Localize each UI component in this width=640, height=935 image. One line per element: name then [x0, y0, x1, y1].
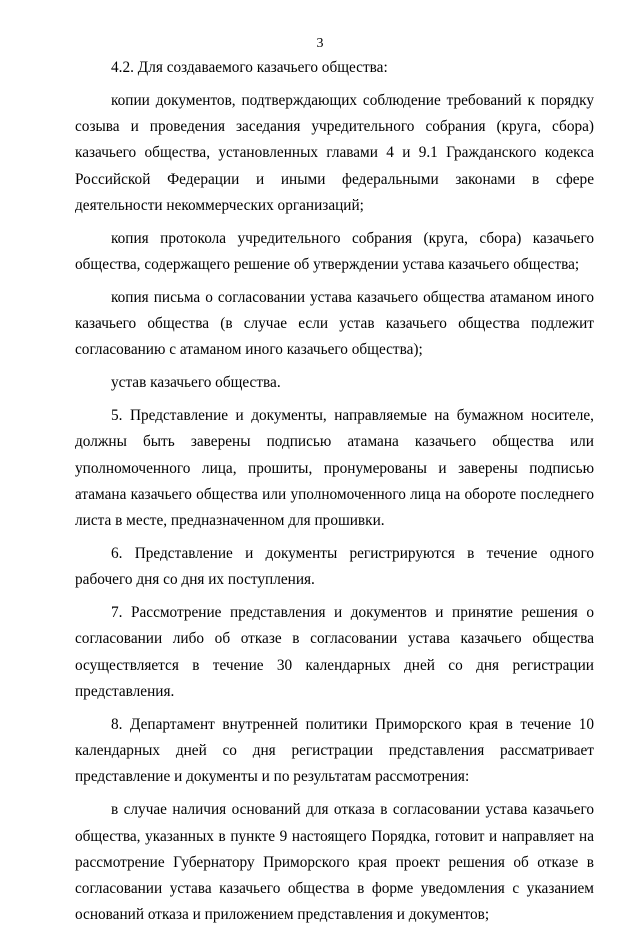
paragraph-8: 8. Департамент внутренней политики Приморского края в течение 10 календарных дней со дня регистрации представления рассматривает представление и документы и по результатам рассмотрения: [75, 715, 594, 786]
paragraph-4-2-heading: 4.2. Для создаваемого казачьего общества: [111, 59, 388, 76]
document-body [75, 55, 594, 935]
paragraph-copies-of-documents: копии документов, подтверждающих соблюдение требований к порядку созыва и проведения заседания учредительного собрания (круга, сбора) казачьего общества, установленных главами 4 и 9.1 Гражданского кодекса Российской Федерации и иными федеральными законами в сфере деятельности некоммерческих организаций; [75, 91, 594, 214]
page-number: 3 [316, 36, 324, 51]
paragraph-5: 5. Представление и документы, направляемые на бумажном носителе, должны быть заверены подписью атамана казачьего общества или уполномоченного лица, прошиты, пронумерованы и заверены подписью атамана казачьего общества или уполномоченного лица на обороте последнего листа в месте, предназначенном для прошивки. [75, 407, 594, 530]
paragraph-6: 6. Представление и документы регистрируются в течение одного рабочего дня со дня их поступления. [75, 545, 594, 589]
paragraph-protocol-copy: копия протокола учредительного собрания (круга, сбора) казачьего общества, содержащего решение об утверждении устава казачьего общества; [75, 229, 594, 274]
paragraph-refusal-case: в случае наличия оснований для отказа в согласовании устава казачьего общества, указанных в пункте 9 настоящего Порядка, готовит и направляет на рассмотрение Губернатору Приморского края проект решения об отказе в согласовании устава казачьего общества в форме уведомления с указанием оснований отказа и приложением представления и документов; [75, 801, 594, 924]
paragraph-7: 7. Рассмотрение представления и документов и принятие решения о согласовании либо об отказе в согласовании устава казачьего общества осуществляется в течение 30 календарных дней со дня регистрации представления. [75, 604, 594, 701]
paragraph-charter: устав казачьего общества. [111, 374, 281, 392]
paragraph-letter-copy: копия письма о согласовании устава казачьего общества атаманом иного казачьего общества (в случае если устав казачьего общества подлежит согласованию с атаманом иного казачьего общества); [75, 288, 594, 359]
